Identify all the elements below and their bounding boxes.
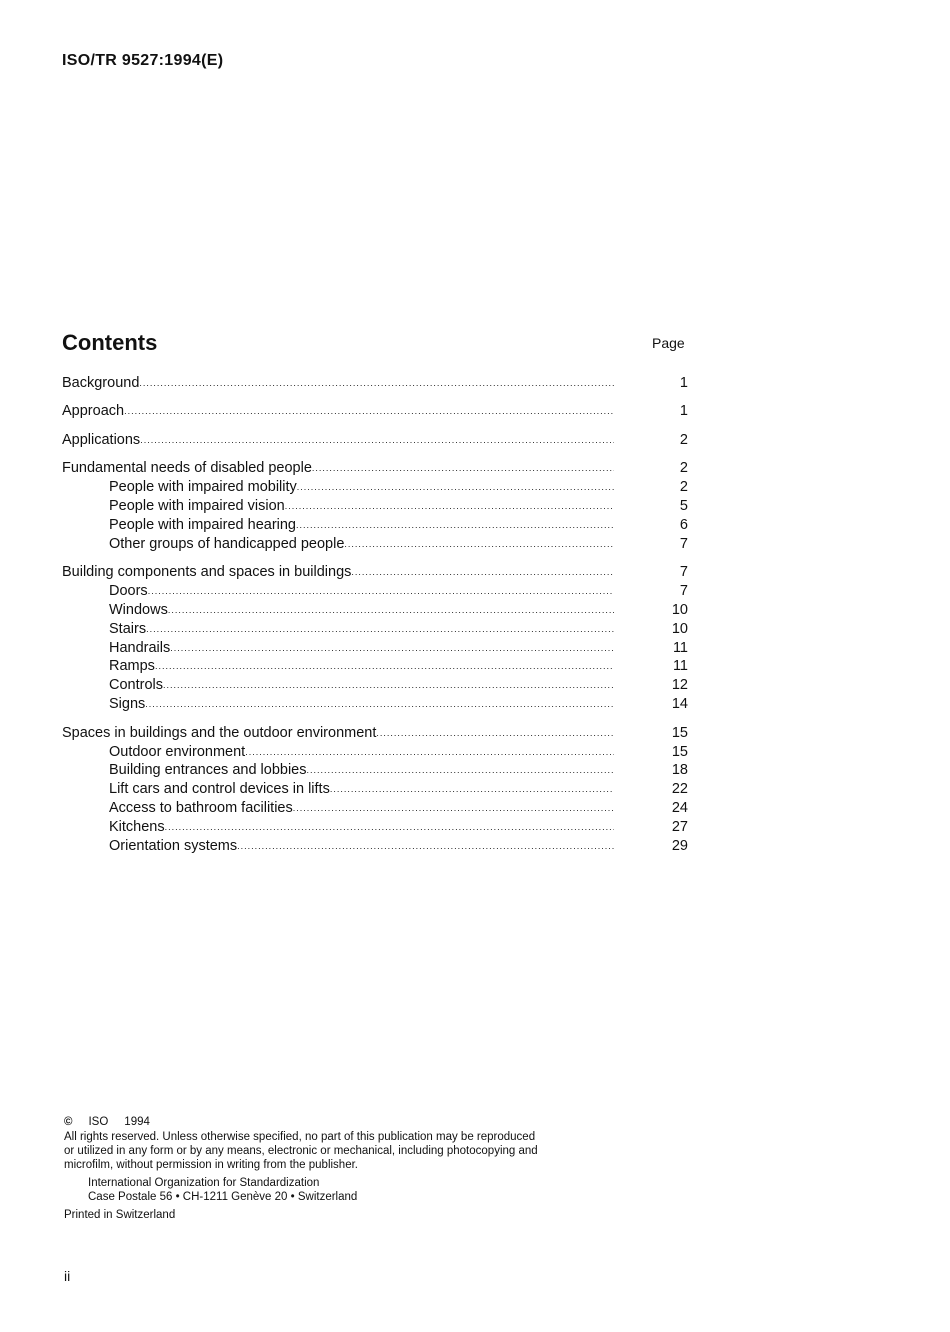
postal-address: Case Postale 56 • CH-1211 Genève 20 • Switzerland — [88, 1191, 358, 1203]
toc-entry-title: Signs — [109, 696, 146, 713]
toc-entry — [62, 619, 688, 638]
toc-entry — [62, 373, 688, 392]
toc-entry — [62, 600, 688, 619]
toc-entry — [62, 761, 688, 780]
toc-entry — [62, 430, 688, 449]
toc-entry-title: Ramps — [109, 658, 155, 675]
toc-entry — [62, 675, 688, 694]
toc-dot-leader — [170, 642, 614, 657]
toc-dot-leader — [146, 623, 614, 638]
toc-dot-leader — [376, 727, 614, 742]
copyright-year: 1994 — [124, 1116, 150, 1128]
toc-entry-page: 5 — [679, 497, 688, 514]
toc-dot-leader — [155, 660, 614, 675]
toc-entry-page: 15 — [671, 724, 688, 741]
copyright-line — [64, 1115, 644, 1129]
toc-entry-title: Doors — [109, 582, 148, 599]
copyright-holder: ISO — [88, 1116, 109, 1128]
toc-entry — [62, 477, 688, 496]
toc-entry-page: 2 — [679, 478, 688, 495]
toc-entry — [62, 401, 688, 420]
toc-entry-page: 24 — [671, 800, 688, 817]
toc-entry — [62, 534, 688, 553]
toc-entry-title: Handrails — [109, 639, 171, 656]
printed-in: Printed in Switzerland — [64, 1209, 176, 1221]
toc-entry-page: 1 — [679, 374, 688, 391]
toc-entry — [62, 496, 688, 515]
toc-entry-title: Access to bathroom facilities — [109, 800, 293, 817]
toc-dot-leader — [139, 377, 614, 392]
publisher-address — [64, 1176, 644, 1204]
toc-entry-page: 11 — [672, 658, 688, 675]
toc-dot-leader — [168, 604, 614, 619]
toc-dot-leader — [163, 679, 614, 694]
contents-heading: Contents — [62, 330, 158, 355]
toc-entry — [62, 817, 688, 836]
toc-dot-leader — [297, 481, 614, 496]
toc-dot-leader — [165, 821, 614, 836]
toc-entry — [62, 515, 688, 534]
toc-entry-page: 27 — [671, 819, 688, 836]
toc-entry-page: 14 — [671, 696, 688, 713]
toc-entry-page: 10 — [671, 601, 688, 618]
toc-entry-title: Approach — [62, 403, 125, 420]
page-number: ii — [64, 1268, 71, 1284]
toc-entry-title: People with impaired mobility — [109, 478, 297, 495]
toc-entry — [62, 836, 688, 855]
rights-line: microfilm, without permission in writing from the publisher. — [64, 1159, 358, 1171]
toc-dot-leader — [145, 698, 614, 713]
copyright-notice — [64, 1115, 644, 1222]
toc-dot-leader — [237, 840, 614, 855]
toc-dot-leader — [351, 566, 614, 581]
toc-entry — [62, 742, 688, 761]
toc-entry — [62, 798, 688, 817]
rights-line: All rights reserved. Unless otherwise specified, no part of this publication may be reproduced — [64, 1131, 536, 1143]
toc-entry-title: Windows — [109, 601, 168, 618]
toc-entry-page: 2 — [679, 460, 688, 477]
toc-entry-page: 7 — [679, 582, 688, 599]
toc-dot-leader — [148, 585, 614, 600]
toc-dot-leader — [330, 783, 614, 798]
toc-entry-title: Background — [62, 374, 140, 391]
toc-dot-leader — [344, 538, 614, 553]
toc-entry-title: Outdoor environment — [109, 743, 246, 760]
toc-entry-title: People with impaired vision — [109, 497, 285, 514]
toc-entry — [62, 458, 688, 477]
toc-entry-title: Other groups of handicapped people — [109, 535, 345, 552]
toc-entry — [62, 694, 688, 713]
toc-entry — [62, 562, 688, 581]
toc-entry-page: 11 — [672, 639, 688, 656]
toc-entry-page: 7 — [679, 535, 688, 552]
toc-entry-page: 18 — [671, 762, 688, 779]
toc-entry-page: 22 — [671, 781, 688, 798]
toc-entry-page: 7 — [679, 564, 688, 581]
toc-entry-page: 10 — [671, 620, 688, 637]
toc-entry-title: People with impaired hearing — [109, 516, 296, 533]
toc-entry-page: 15 — [671, 743, 688, 760]
toc-entry-page: 12 — [671, 677, 688, 694]
page-column-label: Page — [652, 335, 685, 351]
toc-dot-leader — [140, 434, 614, 449]
toc-entry — [62, 657, 688, 676]
toc-dot-leader — [245, 746, 614, 761]
toc-entry-page: 2 — [679, 431, 688, 448]
toc-entry-title: Building components and spaces in buildings — [62, 564, 352, 581]
toc-entry-title: Stairs — [109, 620, 147, 637]
copyright-symbol: © — [64, 1116, 73, 1128]
document-header-id: ISO/TR 9527:1994(E) — [62, 52, 224, 69]
toc-dot-leader — [293, 802, 614, 817]
toc-entry-title: Orientation systems — [109, 837, 238, 854]
toc-entry-title: Kitchens — [109, 819, 165, 836]
toc-dot-leader — [307, 764, 615, 779]
toc-entry — [62, 638, 688, 657]
toc-entry-title: Fundamental needs of disabled people — [62, 460, 312, 477]
rights-line: or utilized in any form or by any means, electronic or mechanical, including photocopying and — [64, 1145, 538, 1157]
table-of-contents — [62, 373, 688, 855]
toc-entry-title: Spaces in buildings and the outdoor environment — [62, 724, 377, 741]
toc-dot-leader — [124, 405, 614, 420]
toc-entry-page: 29 — [671, 837, 688, 854]
toc-dot-leader — [312, 462, 614, 477]
rights-statement — [64, 1130, 644, 1172]
toc-entry-page: 6 — [679, 516, 688, 533]
toc-entry-page: 1 — [679, 403, 688, 420]
toc-entry-title: Lift cars and control devices in lifts — [109, 781, 330, 798]
organization-name: International Organization for Standardization — [88, 1177, 320, 1189]
toc-dot-leader — [296, 519, 614, 534]
toc-dot-leader — [285, 500, 614, 515]
toc-entry — [62, 581, 688, 600]
toc-entry-title: Applications — [62, 431, 141, 448]
toc-entry-title: Building entrances and lobbies — [109, 762, 307, 779]
toc-entry — [62, 723, 688, 742]
toc-entry — [62, 779, 688, 798]
toc-entry-title: Controls — [109, 677, 163, 694]
